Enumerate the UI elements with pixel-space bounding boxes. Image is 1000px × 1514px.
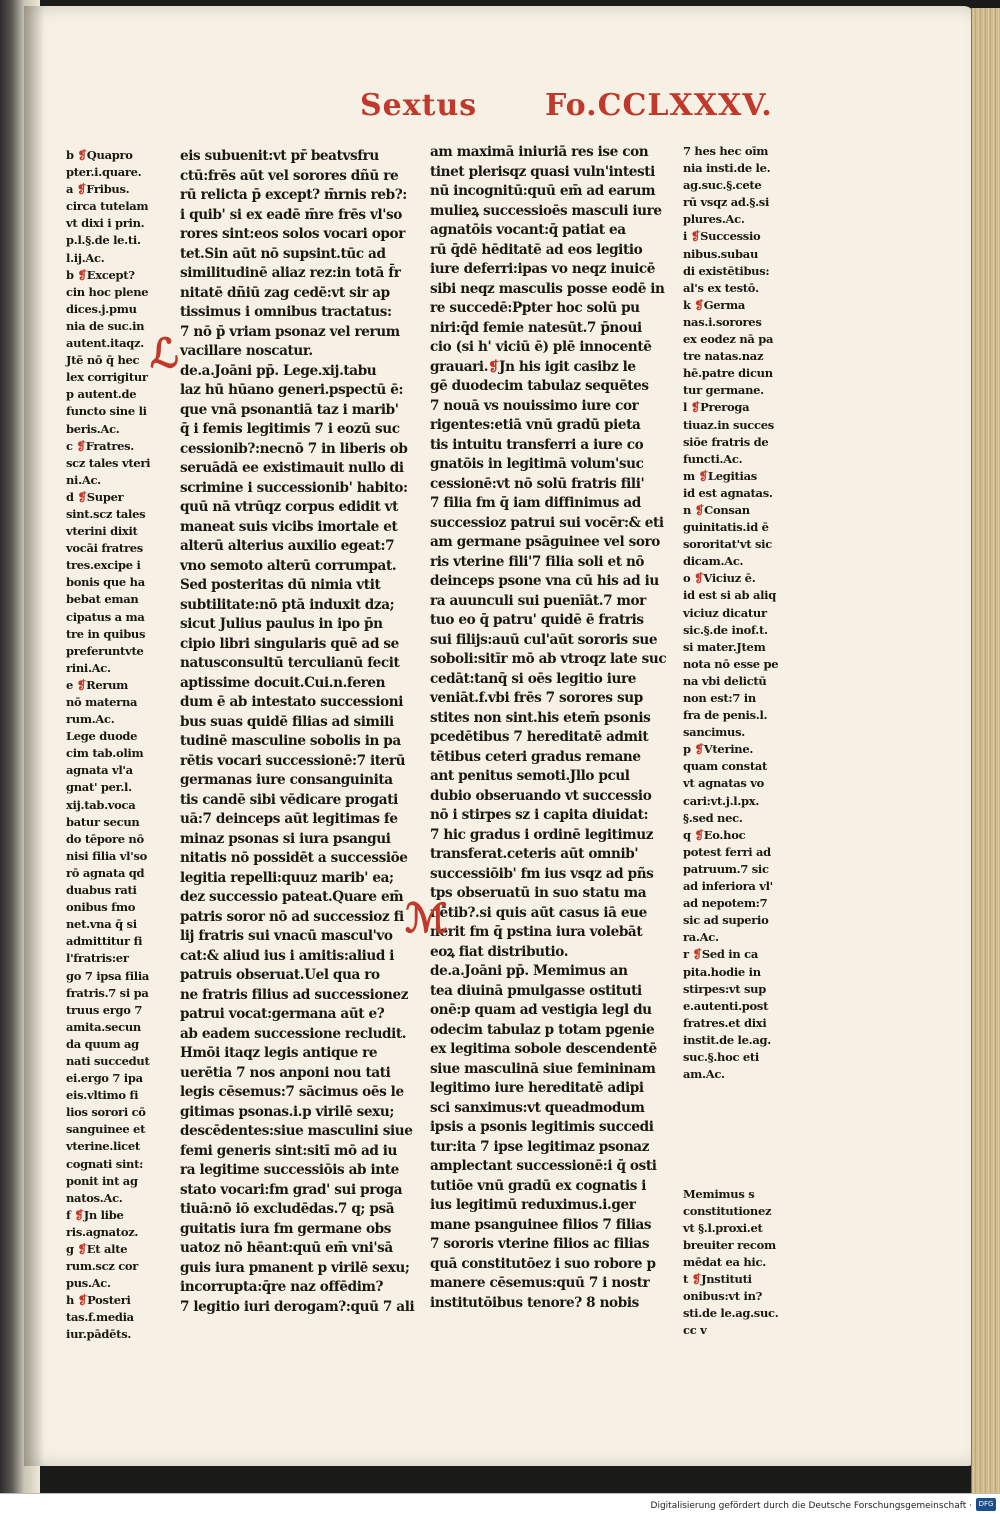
- text-line: viciuz dicatur: [683, 605, 767, 620]
- text-line: tps obseruatū in suo statu ma: [430, 885, 647, 901]
- text-line: id est agnatas.: [683, 485, 773, 500]
- text-line: sti.de le.ag.suc.: [683, 1306, 779, 1321]
- text-line: patrui vocat:germana aūt e?: [180, 1006, 385, 1022]
- text-line: amplectant successionē:i q̄ osti: [430, 1158, 657, 1174]
- text-line: Sed posteritas dū nimia vtit: [180, 577, 381, 593]
- text-line: lex corrigitur: [66, 370, 148, 385]
- text-line: soboli:sitīr mō ab vtroqz late suc: [430, 651, 667, 667]
- text-line: germanas iure consanguinita: [180, 772, 393, 788]
- text-line: laz hū hūano generi.pspectū ē:: [180, 382, 404, 398]
- page-stack-edge: [971, 8, 1000, 1498]
- text-line: eis.vltimo fi: [66, 1088, 139, 1103]
- text-line: [683, 1152, 789, 1169]
- text-line: vterine.licet: [66, 1139, 140, 1154]
- text-line: maneat suis vicibs imortale et: [180, 518, 398, 535]
- text-line: q̄ i femis legitimis 7 i eozū suc: [180, 421, 400, 437]
- text-line: xij.tab.voca: [66, 797, 136, 812]
- text-line: cc v: [683, 1323, 707, 1338]
- text-line: onibus fmo: [66, 900, 136, 915]
- text-line: ctū:frēs aūt vel sorores dñū re: [180, 167, 399, 184]
- text-column-right: [430, 143, 667, 1311]
- text-line: tas.f.media: [66, 1310, 134, 1325]
- text-line: veniāt.f.vbi frēs 7 sorores sup: [430, 690, 643, 706]
- text-line: gē duodecim tabulaz sequētes: [430, 378, 649, 394]
- text-line: descēdentes:siue masculini siue: [180, 1123, 413, 1139]
- text-line: de.a.Joāni pp̄. Lege.xij.tabu: [180, 362, 377, 379]
- text-line: am germane psāguinee vel soro: [430, 534, 660, 550]
- text-line: Memimus s: [683, 1186, 755, 1201]
- text-line: sanguinee et: [66, 1122, 146, 1137]
- text-line: nētib?.si quis aūt casus iā eue: [430, 904, 647, 921]
- text-line: pus.Ac.: [66, 1276, 111, 1291]
- text-line: nerit fm q̄ pstina iura volebāt: [430, 924, 643, 940]
- text-line: minaz psonas si iura psangui: [180, 830, 391, 847]
- text-line: quā constitutōez i suo robore p: [430, 1255, 656, 1272]
- text-line: natos.Ac.: [66, 1190, 123, 1205]
- text-line: ris vterine fili'7 filia soli et nō: [430, 553, 645, 570]
- text-line: grauari.❡Jn his igit casibz le: [430, 358, 636, 375]
- text-line: non est:7 in: [683, 691, 756, 705]
- text-line: femi generis sint:sitī mō ad iu: [180, 1142, 398, 1159]
- text-line: ex legitima sobole descendentē: [430, 1041, 657, 1057]
- text-column-left: [180, 147, 415, 1315]
- text-line: al's ex testō.: [683, 280, 759, 295]
- text-line: k ❡Germa: [683, 297, 746, 312]
- text-line: e.autenti.post: [683, 998, 769, 1013]
- text-line: patruum.7 sic: [683, 861, 769, 876]
- funding-credit: Digitalisierung gefördert durch die Deutsche Forschungsgemeinschaft ·: [650, 1501, 972, 1511]
- text-line: circa tutelam: [66, 199, 149, 214]
- text-line: tis intuitu transferri a iure co: [430, 436, 644, 453]
- text-line: ipsis a psonis legitimis succedi: [430, 1119, 654, 1135]
- text-line: lios sorori cō: [66, 1105, 146, 1120]
- text-line: rō agnata qd: [66, 865, 145, 880]
- text-line: ex eodez nā pa: [683, 332, 774, 347]
- text-line: pita.hodie in: [683, 964, 761, 979]
- text-line: bus suas quidē filias ad simili: [180, 713, 394, 730]
- gloss-column-right: [683, 143, 789, 1338]
- text-line: alterū alterius auxilio egeat:7: [180, 538, 395, 554]
- text-line: cedāt:tanq̄ si oēs legitio iure: [430, 670, 636, 687]
- text-line: uerētia 7 nos anponi nou tati: [180, 1064, 391, 1081]
- text-line: guis iura pmanent p virilē sexu;: [180, 1259, 410, 1276]
- text-line: preferuntvte: [66, 643, 144, 658]
- text-line: guitatis iura fm germane obs: [180, 1220, 391, 1237]
- text-line: tuo eo q̄ patru' quidē ē fratris: [430, 612, 644, 628]
- text-line: id est si ab aliq: [683, 588, 776, 603]
- text-line: 7 nō p̄ vriam psonaz vel rerum: [180, 323, 400, 340]
- text-line: deinceps psone vna cū his ad iu: [430, 573, 659, 589]
- text-line: rum.Ac.: [66, 712, 115, 727]
- text-line: bonis que ha: [66, 575, 145, 590]
- text-line: d ❡Super: [66, 489, 124, 504]
- text-line: iure deferri:ipas vo neqz inuicē: [430, 261, 656, 277]
- text-line: cio (si h' viciū ē) plē innocentē: [430, 339, 652, 355]
- text-line: §.sed nec.: [683, 810, 743, 825]
- text-line: gitimas psonas.i.p virilē sexu;: [180, 1103, 394, 1120]
- text-line: ni.Ac.: [66, 472, 101, 487]
- text-line: ne fratris filius ad successionez: [180, 986, 409, 1003]
- text-line: rētis vocari successionē:7 iterū: [180, 752, 406, 769]
- text-line: niri:q̄d femie natesūt.7 p̄noui: [430, 319, 642, 336]
- text-line: Hmōi itaqz legis antique re: [180, 1045, 378, 1061]
- text-line: mulieꝝ successioēs masculi iure: [430, 202, 662, 219]
- text-line: eis subuenit:vt pr̄ beatvsfru: [180, 148, 379, 164]
- text-line: successioz patrui sui vocēr:& eti: [430, 514, 664, 531]
- text-line: patris soror nō ad successioz fi: [180, 908, 404, 925]
- text-line: cipio libri singularis quē ad se: [180, 635, 399, 652]
- text-line: q ❡Eo.hoc: [683, 827, 746, 842]
- text-line: Jtē nō q̄ hec: [66, 353, 140, 368]
- text-line: gnat' per.l.: [66, 780, 132, 795]
- text-line: pcedētibus 7 hereditatē admit: [430, 729, 649, 745]
- text-line: eoꝝ fiat distributio.: [430, 943, 569, 960]
- text-line: ag.suc.§.cete: [683, 178, 762, 193]
- text-line: instit.de le.ag.: [683, 1032, 771, 1047]
- text-line: Lege duode: [66, 729, 138, 744]
- text-line: tiuaz.in succes: [683, 417, 774, 432]
- text-line: truus ergo 7: [66, 1002, 143, 1017]
- text-line: subtilitate:nō ptā induxit dza;: [180, 596, 395, 613]
- text-line: cim tab.olim: [66, 746, 144, 761]
- text-line: duabus rati: [66, 883, 137, 898]
- text-line: vocāi fratres: [66, 541, 143, 556]
- text-line: ad inferiora vl': [683, 879, 773, 894]
- text-line: batur secun: [66, 814, 140, 829]
- text-line: uatoz nō hēant:quū em̄ vni'sā: [180, 1240, 393, 1256]
- text-line: rini.Ac.: [66, 660, 111, 675]
- text-line: nitatē dñiū zag cedē:vt sir ap: [180, 284, 390, 301]
- text-line: ra auunculi sui puenīāt.7 mor: [430, 592, 646, 609]
- text-line: mane psanguinee filios 7 filias: [430, 1216, 652, 1233]
- folio-number: Fo.CCLXXXV.: [545, 88, 773, 123]
- text-line: tutiōe vnū gradū ex cognatis i: [430, 1177, 647, 1194]
- text-line: tres.excipe i: [66, 558, 141, 573]
- text-line: cat:& aliud ius i amitis:aliud i: [180, 947, 395, 964]
- text-line: nibus.subau: [683, 246, 758, 261]
- text-line: vt dixi i prin.: [66, 216, 145, 231]
- text-line: fratris.7 si pa: [66, 985, 149, 1000]
- text-line: vt agnatas vo: [683, 776, 764, 791]
- text-line: tudinē masculine sobolis in pa: [180, 733, 401, 749]
- text-line: autent.itaqz.: [66, 336, 144, 351]
- text-line: p autent.de: [66, 387, 137, 402]
- text-line: 7 hes hec oīm: [683, 144, 769, 158]
- text-line: incorrupta:q̄re naz offēdim?: [180, 1279, 384, 1295]
- text-line: tur germane.: [683, 383, 764, 398]
- text-line: tre in quibus: [66, 626, 146, 641]
- page-gutter-shadow: [24, 6, 44, 1466]
- text-line: breuiter recom: [683, 1238, 776, 1252]
- text-line: onibus:vt in?: [683, 1289, 763, 1304]
- text-line: 7 hic gradus i ordinē legitimuz: [430, 826, 654, 843]
- text-line: manere cēsemus:quū 7 i nostr: [430, 1275, 650, 1291]
- text-line: sic ad superio: [683, 913, 769, 928]
- text-line: quam constat: [683, 759, 768, 774]
- text-line: cessionib?:necnō 7 in liberis ob: [180, 440, 408, 457]
- text-line: sororitat'vt sic: [683, 537, 772, 552]
- text-line: re succedē:Ppter hoc solū pu: [430, 300, 640, 316]
- text-line: nitatis nō possidēt a successiōe: [180, 850, 408, 866]
- text-line: ad nepotem:7: [683, 896, 768, 911]
- text-line: l'fratris:er: [66, 951, 129, 966]
- text-line: [683, 1117, 789, 1134]
- text-line: go 7 ipsa filia: [66, 968, 150, 983]
- text-line: si mater.Jtem: [683, 639, 766, 654]
- text-line: ponit int ag: [66, 1173, 138, 1188]
- text-line: l.ij.Ac.: [66, 250, 105, 265]
- text-line: rū relicta p̄ except? m̄rnis reb?:: [180, 187, 407, 203]
- text-line: legis cēsemus:7 sācimus oēs le: [180, 1084, 404, 1100]
- text-line: p ❡Vterine.: [683, 742, 754, 757]
- text-line: mēdat ea hic.: [683, 1255, 766, 1270]
- text-line: stirpes:vt sup: [683, 981, 766, 996]
- text-line: stites non sint.his etem̄ psonis: [430, 709, 651, 726]
- text-line: cin hoc plene: [66, 284, 149, 299]
- text-line: do tēpore nō: [66, 831, 144, 846]
- text-line: dubio obseruando vt successio: [430, 787, 652, 804]
- text-line: am maximā iniuriā res ise con: [430, 144, 649, 160]
- text-line: nati succedut: [66, 1053, 150, 1068]
- text-line: sint.scz tales: [66, 506, 146, 521]
- text-line: rū q̄dē hēditatē ad eos legitio: [430, 241, 643, 258]
- text-line: t ❡Jnstituti: [683, 1272, 752, 1287]
- text-line: bebat eman: [66, 592, 139, 607]
- text-line: agnata vl'a: [66, 763, 133, 778]
- text-line: di existētibus:: [683, 263, 770, 278]
- text-line: l ❡Preroga: [683, 400, 750, 415]
- initial-flourish-l: ℒ: [150, 330, 179, 377]
- text-line: rum.scz cor: [66, 1259, 139, 1274]
- text-line: f ❡Jn libe: [66, 1207, 124, 1222]
- text-line: nō materna: [66, 695, 138, 709]
- text-line: [683, 1083, 789, 1100]
- text-line: functi.Ac.: [683, 451, 743, 466]
- text-line: ris.agnatoz.: [66, 1224, 139, 1239]
- text-line: m ❡Legitias: [683, 468, 757, 483]
- text-line: nas.i.sorores: [683, 314, 762, 329]
- text-line: pter.i.quare.: [66, 165, 142, 180]
- text-line: tet.Sin aūt nō supsint.tūc ad: [180, 245, 386, 262]
- text-line: sibi neqz masculis posse eodē in: [430, 280, 665, 297]
- text-line: vt §.l.proxi.et: [683, 1220, 763, 1235]
- text-line: quū nā vtrūqz corpus edidit vt: [180, 499, 399, 515]
- text-line: tre natas.naz: [683, 349, 764, 364]
- text-line: ius legitimū reduximus.i.ger: [430, 1197, 636, 1213]
- text-line: admittitur fi: [66, 934, 143, 949]
- text-line: tinet plerisqz quasi vuln'intesti: [430, 163, 655, 180]
- text-line: cipatus a ma: [66, 609, 145, 624]
- text-line: p.l.§.de le.ti.: [66, 233, 141, 248]
- text-line: institutōibus tenore? 8 nobis: [430, 1294, 639, 1311]
- text-line: ra legitime successiōis ab inte: [180, 1162, 399, 1178]
- text-line: 7 sororis vterine filios ac filias: [430, 1236, 650, 1252]
- text-line: b ❡Except?: [66, 267, 135, 282]
- text-line: dices.j.pmu: [66, 301, 137, 316]
- text-line: scrimine i successionib' habito:: [180, 479, 408, 496]
- text-line: potest ferri ad: [683, 844, 771, 859]
- text-line: 7 filia fm q̄ iam diffinimus ad: [430, 495, 641, 511]
- text-line: onē:p quam ad vestigia legl du: [430, 1002, 652, 1018]
- text-line: r ❡Sed in ca: [683, 947, 758, 962]
- text-line: legitimo iure hereditatē adipi: [430, 1080, 644, 1096]
- text-line: sicut Julius paulus in ipo p̄n: [180, 616, 383, 632]
- text-line: i quib' si ex eadē m̄re frēs vl'so: [180, 206, 402, 223]
- text-line: ei.ergo 7 ipa: [66, 1071, 143, 1086]
- text-line: nisi filia vl'so: [66, 848, 148, 863]
- text-line: tur:ita 7 ipse legitimaz psonaz: [430, 1138, 650, 1155]
- initial-flourish-m: ℳ: [405, 895, 448, 942]
- text-line: gnatōis in legitimā volum'suc: [430, 456, 644, 472]
- text-line: fratres.et dixi: [683, 1015, 767, 1030]
- text-line: vterini dixit: [66, 524, 138, 539]
- text-line: vacillare noscatur.: [180, 343, 313, 359]
- text-line: [683, 1134, 789, 1151]
- text-line: net.vna q̄ si: [66, 917, 137, 932]
- text-line: g ❡Et alte: [66, 1242, 128, 1256]
- text-line: rores sint:eos solos vocari opor: [180, 226, 405, 242]
- text-line: dez successio pateat.Quare em̄: [180, 889, 404, 905]
- text-line: cessionē:vt nō solū fratris fili': [430, 475, 645, 492]
- text-line: seruādā ee existimauit nullo di: [180, 460, 404, 476]
- text-line: plures.Ac.: [683, 212, 745, 227]
- dfg-logo-icon: DFG: [976, 1498, 996, 1511]
- text-line: stato vocari:fm grad' sui proga: [180, 1181, 403, 1198]
- text-line: sui filijs:auū cul'aūt sororis sue: [430, 631, 658, 648]
- text-line: da quum ag: [66, 1036, 139, 1051]
- text-line: rigentes:etiā vnū gradū pieta: [430, 417, 641, 433]
- text-line: 7 legitio iuri derogam?:quū 7 ali: [180, 1298, 415, 1315]
- text-line: odecim tabulaz p totam pgenie: [430, 1021, 655, 1038]
- text-line: hē.patre dicun: [683, 366, 773, 381]
- text-line: similitudinē aliaz rez:in totā f̄r: [180, 265, 401, 281]
- text-line: b ❡Quapro: [66, 148, 133, 162]
- text-line: vno semoto alterū corrumpat.: [180, 557, 397, 574]
- text-line: legitia repelli:quuz marib' ea;: [180, 869, 394, 886]
- text-line: siōe fratris de: [683, 434, 769, 449]
- gloss-column-left: [66, 147, 154, 1342]
- text-line: am.Ac.: [683, 1067, 725, 1082]
- text-line: ant penitus semoti.Jllo pcul: [430, 768, 630, 784]
- text-line: rū vsqz ad.§.si: [683, 195, 770, 210]
- text-line: e ❡Rerum: [66, 677, 129, 692]
- text-line: 7 nouā vs nouissimo iure cor: [430, 397, 639, 414]
- text-line: [683, 1100, 789, 1117]
- text-line: uā:7 deinceps aūt legitimas fe: [180, 811, 398, 827]
- text-line: beris.Ac.: [66, 421, 120, 436]
- text-line: i ❡Successio: [683, 229, 761, 244]
- text-line: a ❡Fribus.: [66, 182, 130, 197]
- text-line: functo sine li: [66, 404, 147, 419]
- text-line: de.a.Joāni pp̄. Memimus an: [430, 963, 628, 979]
- text-line: nō i stirpes sz i capita diuidat:: [430, 807, 649, 823]
- text-line: nia insti.de le.: [683, 161, 771, 176]
- text-line: ra.Ac.: [683, 930, 719, 945]
- text-line: nota nō esse pe: [683, 656, 779, 671]
- text-line: transferat.ceteris aūt omnib': [430, 846, 639, 862]
- text-line: agnatōis vocant:q̄ patiat ea: [430, 222, 626, 238]
- text-line: scz tales vteri: [66, 455, 151, 470]
- text-line: ab eadem successione recludit.: [180, 1025, 407, 1042]
- text-line: tis candē sibi vēdicare progati: [180, 791, 398, 808]
- text-line: aptissime docuit.Cui.n.feren: [180, 674, 386, 691]
- text-line: nū incognitū:quū em̄ ad earum: [430, 183, 656, 199]
- text-line: c ❡Fratres.: [66, 438, 134, 453]
- text-line: iur.pādēts.: [66, 1327, 132, 1342]
- text-line: tiuā:nō iō excludēdas.7 q; psā: [180, 1201, 395, 1217]
- text-line: cognati sint:: [66, 1156, 144, 1171]
- text-line: [683, 1169, 789, 1186]
- text-line: natusconsultū terculianū fecit: [180, 655, 400, 671]
- text-line: sci sanximus:vt queadmodum: [430, 1099, 645, 1116]
- text-line: siue masculinā siue femininam: [430, 1060, 656, 1077]
- text-line: o ❡Viciuz ē.: [683, 571, 756, 586]
- text-line: nia de suc.in: [66, 318, 145, 333]
- text-line: dum ē ab intestato successioni: [180, 694, 404, 710]
- text-line: amita.secun: [66, 1019, 141, 1034]
- text-line: sic.§.de inof.t.: [683, 622, 768, 637]
- text-line: tea diuinā pmulgasse ostituti: [430, 982, 642, 999]
- text-line: successiōib' fm ius vsqz ad pñs: [430, 865, 654, 882]
- text-line: lij fratris sui vnacū mascul'vo: [180, 928, 393, 944]
- text-line: fra de penis.l.: [683, 708, 768, 723]
- text-line: h ❡Posteri: [66, 1293, 131, 1308]
- running-head-title: Sextus: [360, 88, 478, 123]
- text-line: guinitatis.id ē: [683, 520, 769, 535]
- text-line: patruis obseruat.Uel qua ro: [180, 967, 380, 983]
- text-line: na vbi delictū: [683, 673, 767, 688]
- text-line: sancimus.: [683, 725, 745, 740]
- text-line: dicam.Ac.: [683, 554, 744, 569]
- text-line: cari:vt.j.l.px.: [683, 793, 760, 808]
- text-line: n ❡Consan: [683, 502, 750, 517]
- text-line: que vnā psonantiā taz i marib': [180, 401, 399, 418]
- text-line: constitutionez: [683, 1203, 772, 1218]
- text-line: tētibus ceteri gradus remane: [430, 748, 641, 765]
- text-line: suc.§.hoc eti: [683, 1049, 759, 1064]
- text-line: tissimus i omnibus tractatus:: [180, 304, 392, 320]
